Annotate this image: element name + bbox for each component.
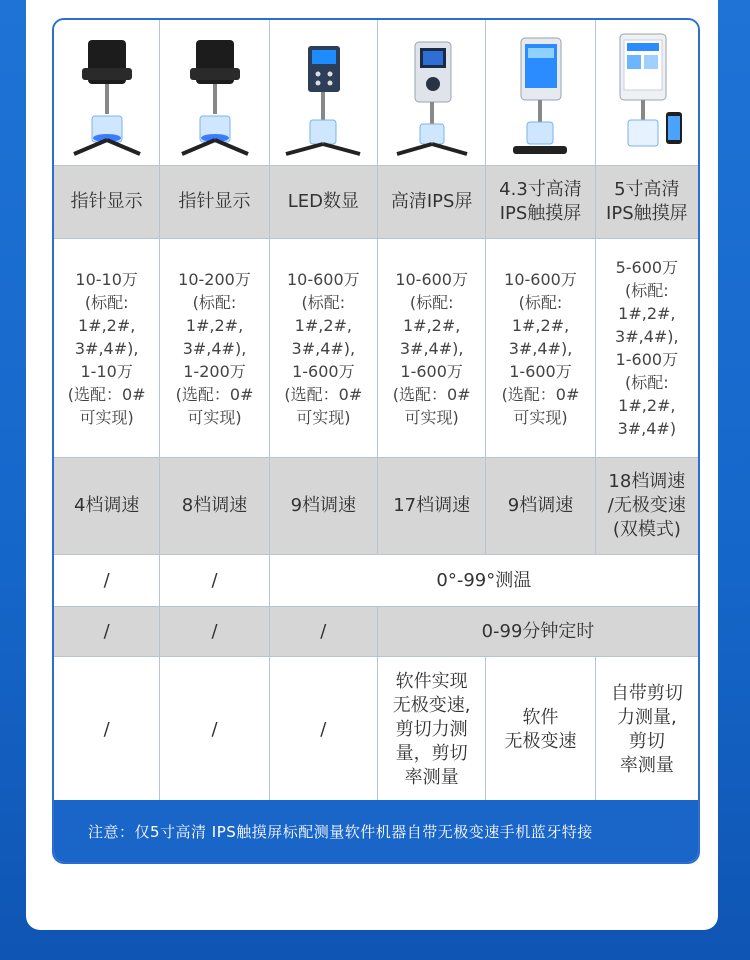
pointer-viscometer-image xyxy=(160,20,269,166)
range-row xyxy=(54,239,698,458)
range-cell: 5-600万 (标配: 1#,2#, 3#,4#), 1-600万 (标配: 1#,2#, 3#,4#) xyxy=(596,239,698,458)
speed-cell: 18档调速 /无极变速 (双模式) xyxy=(596,458,698,555)
product-image-row xyxy=(54,20,698,166)
speed-cell: 9档调速 xyxy=(486,458,595,555)
temperature-cell: / xyxy=(160,555,269,607)
range-cell: 10-600万 (标配: 1#,2#, 3#,4#), 1-600万 (选配：0# 可实现) xyxy=(378,239,486,458)
display-cell: 4.3寸高清 IPS触摸屏 xyxy=(486,166,595,239)
timer-cell: / xyxy=(54,607,160,657)
display-cell: 指针显示 xyxy=(54,166,160,239)
software-cell: 软件 无极变速 xyxy=(486,657,595,804)
display-cell: 指针显示 xyxy=(160,166,269,239)
speed-cell: 9档调速 xyxy=(270,458,378,555)
temperature-cell: / xyxy=(54,555,160,607)
temperature-row xyxy=(54,555,698,607)
speed-cell: 8档调速 xyxy=(160,458,269,555)
timer-cell: / xyxy=(270,607,378,657)
speed-cell: 4档调速 xyxy=(54,458,160,555)
speed-cell: 17档调速 xyxy=(378,458,486,555)
software-cell: / xyxy=(54,657,160,804)
software-row xyxy=(54,657,698,804)
software-cell: / xyxy=(270,657,378,804)
timer-cell: / xyxy=(160,607,269,657)
software-cell: 软件实现 无极变速, 剪切力测 量，剪切 率测量 xyxy=(378,657,486,804)
pointer-viscometer-image xyxy=(54,20,160,166)
software-cell: 自带剪切 力测量, 剪切 率测量 xyxy=(596,657,698,804)
display-cell: LED数显 xyxy=(270,166,378,239)
timer-merged-cell: 0-99分钟定时 xyxy=(378,607,698,657)
speed-row xyxy=(54,458,698,555)
range-cell: 10-600万 (标配: 1#,2#, 3#,4#), 1-600万 (选配：0# 可实现) xyxy=(270,239,378,458)
led-viscometer-image xyxy=(270,20,378,166)
software-cell: / xyxy=(160,657,269,804)
range-cell: 10-200万 (标配: 1#,2#, 3#,4#), 1-200万 (选配：0# 可实现) xyxy=(160,239,269,458)
range-cell: 10-600万 (标配: 1#,2#, 3#,4#), 1-600万 (选配：0# 可实现) xyxy=(486,239,595,458)
display-cell: 5寸高清 IPS触摸屏 xyxy=(596,166,698,239)
note-bar: 注意：仅5寸高清 IPS触摸屏标配测量软件机器自带无极变速手机蓝牙特接 xyxy=(54,800,698,862)
timer-row xyxy=(54,607,698,657)
touch-43-viscometer-image xyxy=(486,20,595,166)
comparison-table xyxy=(52,18,700,864)
display-row xyxy=(54,166,698,239)
range-cell: 10-10万 (标配: 1#,2#, 3#,4#), 1-10万 (选配：0# 可实现) xyxy=(54,239,160,458)
temperature-merged-cell: 0°-99°测温 xyxy=(270,555,698,607)
ips-viscometer-image xyxy=(378,20,486,166)
touch-5-viscometer-image xyxy=(596,20,698,166)
display-cell: 高清IPS屏 xyxy=(378,166,486,239)
